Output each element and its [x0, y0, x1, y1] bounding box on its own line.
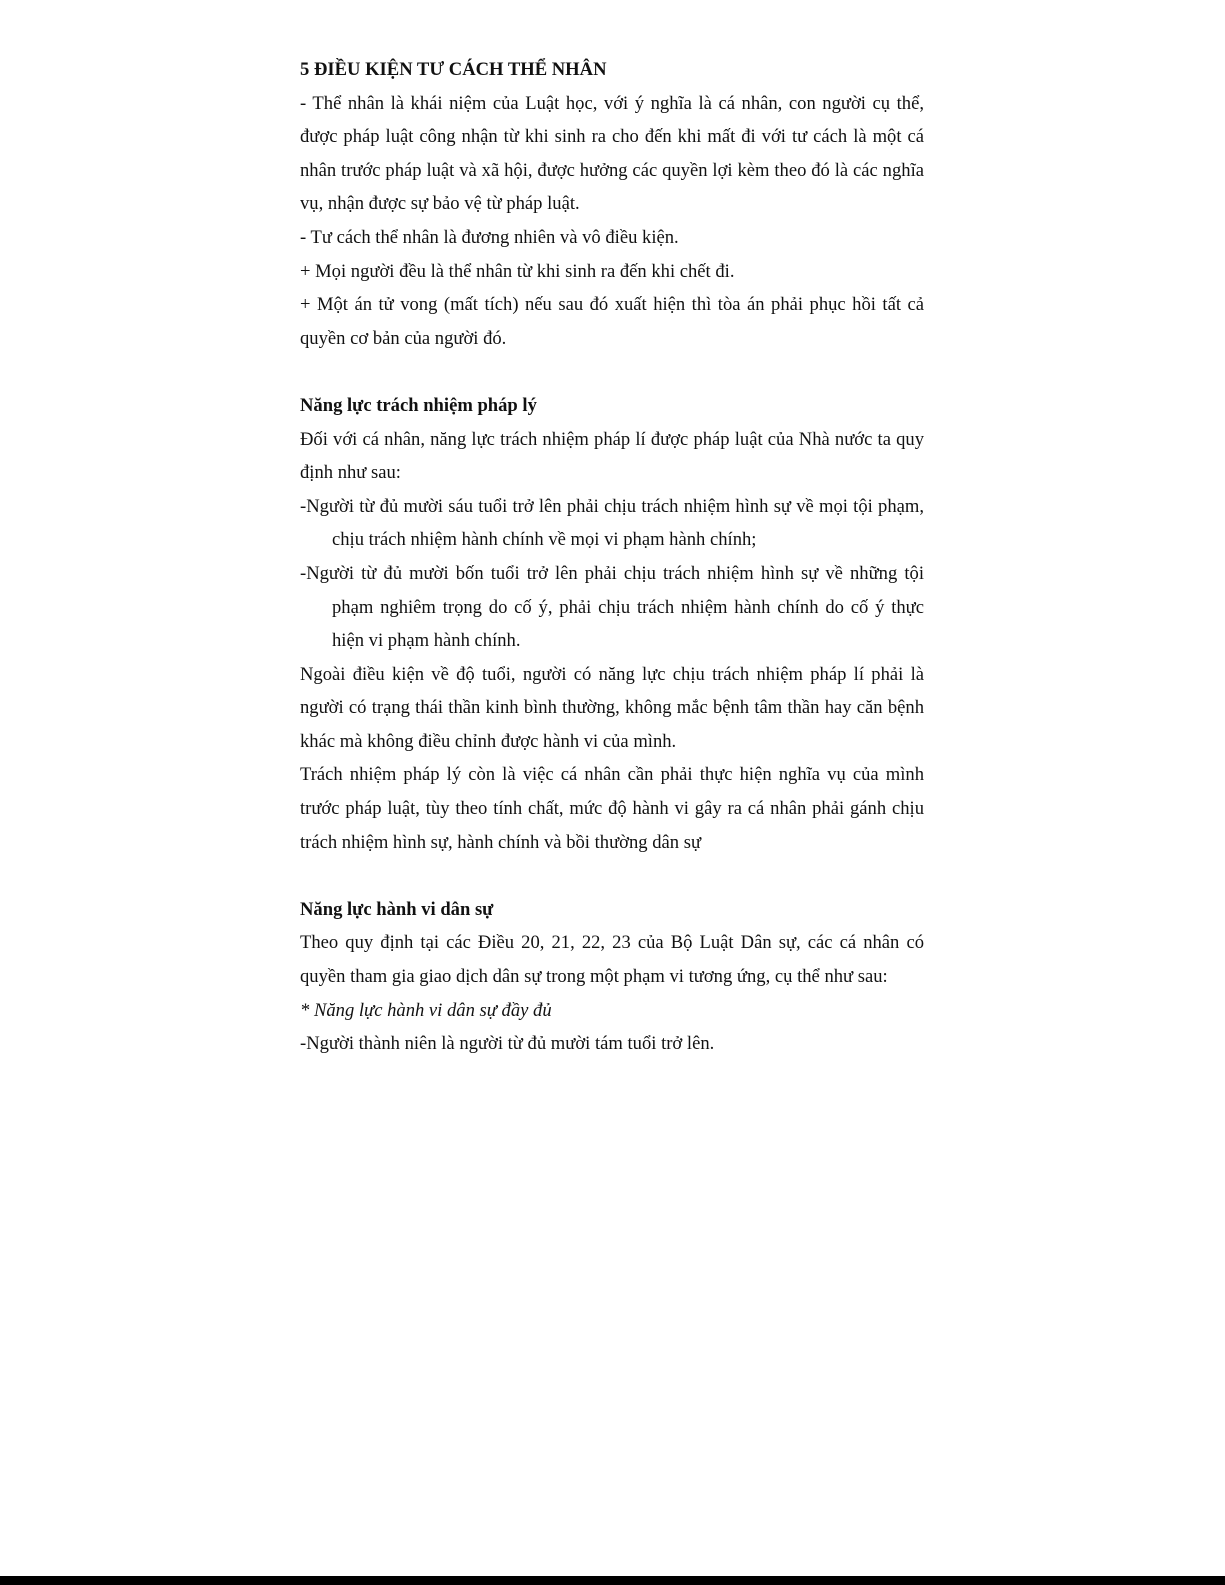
section-title-dieu-kien: 5 ĐIỀU KIỆN TƯ CÁCH THỂ NHÂN: [300, 59, 607, 80]
paragraph-dieu-kien-do-tuoi: Ngoài điều kiện về độ tuổi, người có năng lực chịu trách nhiệm pháp lí phải là người có trạng thái thần kinh bình thường, không mắc bệnh tâm thần hay căn bệnh khác mà không điều chỉnh được hành vi của mình.: [300, 663, 924, 752]
section-title-trach-nhiem-phap-ly: Năng lực trách nhiệm pháp lý: [300, 394, 537, 416]
paragraph-hanh-vi-intro: Theo quy định tại các Điều 20, 21, 22, 23 của Bộ Luật Dân sự, các cá nhân có quyền tham gia giao dịch dân sự trong một phạm vi tương ứng, cụ thể như sau:: [300, 932, 924, 988]
list-item-muoi-sau-tuoi: -Người từ đủ mười sáu tuổi trở lên phải chịu trách nhiệm hình sự về mọi tội phạm, chịu trách nhiệm hành chính về mọi vi phạm hành chính;: [300, 495, 924, 551]
paragraph-moi-nguoi: + Mọi người đều là thể nhân từ khi sinh ra đến khi chết đi.: [300, 260, 735, 282]
paragraph-an-tu-vong: + Một án tử vong (mất tích) nếu sau đó xuất hiện thì tòa án phải phục hồi tất cả quyền cơ bản của người đó.: [300, 294, 924, 349]
subheading-day-du: * Năng lực hành vi dân sự đầy đủ: [300, 999, 552, 1021]
paragraph-trach-nhiem-phap-ly: Trách nhiệm pháp lý còn là việc cá nhân cần phải thực hiện nghĩa vụ của mình trước pháp luật, tùy theo tính chất, mức độ hành vi gây ra cá nhân phải gánh chịu trách nhiệm hình sự, hành chính và bồi thường dân sự: [300, 764, 924, 853]
paragraph-the-nhan-definition: - Thể nhân là khái niệm của Luật học, với ý nghĩa là cá nhân, con người cụ thể, được pháp luật công nhận từ khi sinh ra cho đến khi mất đi với tư cách là một cá nhân trước pháp luật và xã hội, được hưởng các quyền lợi kèm theo đó là các nghĩa vụ, nhận được sự bảo vệ từ pháp luật.: [300, 92, 924, 215]
paragraph-tu-cach-the-nhan: - Tư cách thể nhân là đương nhiên và vô điều kiện.: [300, 226, 679, 248]
list-item-muoi-bon-tuoi: -Người từ đủ mười bốn tuổi trở lên phải chịu trách nhiệm hình sự về những tội phạm nghiêm trọng do cố ý, phải chịu trách nhiệm hành chính do cố ý thực hiện vi phạm hành chính.: [300, 562, 924, 652]
paragraph-trach-nhiem-intro: Đối với cá nhân, năng lực trách nhiệm pháp lí được pháp luật của Nhà nước ta quy định như sau:: [300, 428, 924, 484]
page-bottom-border: [0, 1576, 1225, 1585]
document-body: [300, 53, 924, 1061]
list-item-thanh-nien: -Người thành niên là người từ đủ mười tám tuổi trở lên.: [300, 1033, 715, 1055]
section-title-nang-luc-hanh-vi: Năng lực hành vi dân sự: [300, 898, 494, 920]
